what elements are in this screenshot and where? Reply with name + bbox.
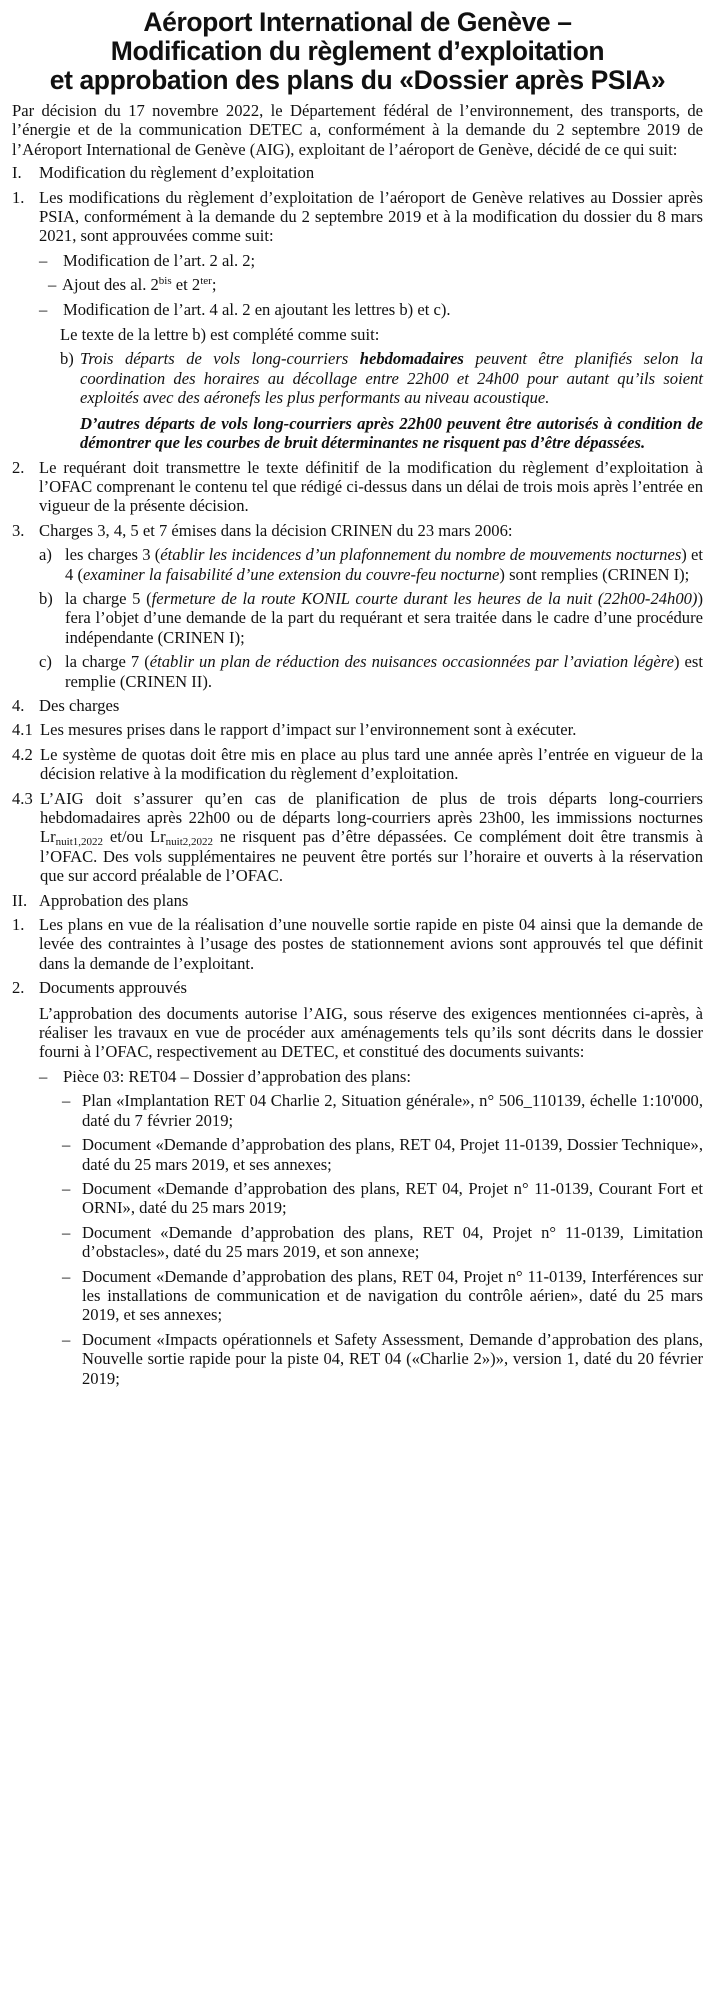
bold-paragraph: D’autres départs de vols long-courriers après 22h00 peuvent être autorisés à condition de démontrer que les courbes de bruit déterminantes ne risquent pas d’être dépassées. xyxy=(80,413,703,453)
intro-paragraph: Par décision du 17 novembre 2022, le Département fédéral de l’environnement, des transports, de l’énergie et de la communication DETEC a, conformément à la demande du 2 septembre 2019 de l’Aéroport International de Genève (AIG), exploitant de l’aéroport de Genève, décidé de ce qui suit: xyxy=(12,101,703,159)
section-number: II. xyxy=(12,890,28,910)
s1-item-4-3 xyxy=(12,789,703,886)
charge-label: a) xyxy=(39,545,52,565)
document-item xyxy=(12,1223,703,1262)
section-2-heading xyxy=(12,891,703,910)
charge-a xyxy=(12,545,703,584)
dash-bullet: – xyxy=(62,1091,71,1111)
dash-bullet: – xyxy=(62,1329,71,1349)
dash-bullet: – xyxy=(62,1266,71,1286)
document-item xyxy=(12,1267,703,1325)
item-number: 4.1 xyxy=(12,720,33,740)
document-text: Document «Demande d’approbation des plans, RET 04, Projet n° 11-0139, Limitation d’obstacles», daté du 25 mars 2019, et son annexe; xyxy=(82,1222,703,1262)
item-text: Charges 3, 4, 5 et 7 émises dans la décision CRINEN du 23 mars 2006: xyxy=(39,520,513,540)
dash-bullet: – xyxy=(48,275,57,295)
document-item xyxy=(12,1091,703,1130)
dash-bullet: – xyxy=(62,1178,71,1198)
dash-bullet: – xyxy=(39,1066,48,1086)
item-number: 2. xyxy=(12,978,25,998)
item-text: Le système de quotas doit être mis en place au plus tard une année après l’entrée en vigueur de la décision relative à la modification du règlement d’exploitation. xyxy=(40,744,703,784)
item-text: Des charges xyxy=(39,695,120,715)
page-title xyxy=(12,8,703,95)
document-text: Document «Demande d’approbation des plans, RET 04, Projet n° 11-0139, Courant Fort et ORNI», daté du 25 mars 2019; xyxy=(82,1178,703,1218)
s1-item-3 xyxy=(12,521,703,540)
document-text: Plan «Implantation RET 04 Charlie 2, Situation générale», n° 506_110139, échelle 1:10'000, daté du 7 février 2019; xyxy=(82,1091,703,1130)
dash-bullet: – xyxy=(62,1222,71,1242)
section-title: Approbation des plans xyxy=(39,890,189,910)
charge-label: b) xyxy=(39,588,53,608)
lettre-b xyxy=(12,349,703,407)
s2-item-2 xyxy=(12,978,703,997)
item-number: 3. xyxy=(12,520,25,540)
dash-bullet: – xyxy=(39,299,48,319)
item-text: L’AIG doit s’assurer qu’en cas de planification de plus de trois départs long-courriers hebdomadaires après 22h00 ou de départs long-courriers après 23h00, les immissions nocturnes $Lr_{nuit1,2022}$ et/ou $Lr_{nuit2,2022}$ ne risquent pas d’être dépassées. Ce complément doit être transmis à l’OFAC. Des vols supplémentaires ne peuvent être portés sur l’horaire et ouverts à la réservation que sur accord préalable de l’OFAC. xyxy=(40,788,703,886)
item-number: 4. xyxy=(12,695,25,715)
s1-item-2 xyxy=(12,458,703,516)
s2-item-1 xyxy=(12,915,703,973)
item-number: 4.3 xyxy=(12,788,33,808)
item-number: 4.2 xyxy=(12,744,33,764)
lettre-intro: Le texte de la lettre b) est complété comme suit: xyxy=(60,325,380,345)
item-text: Le requérant doit transmettre le texte définitif de la modification du règlement d’exploitation à l’OFAC comprenant le contenu tel que rédigé ci-dessus dans un délai de trois mois après l’entrée en vigueur de la présente décision. xyxy=(39,457,703,516)
item-text: Les modifications du règlement d’exploitation de l’aéroport de Genève relatives au Dossier après PSIA, conformément à la demande du 2 septembre 2019 et à la modification du dossier du 8 mars 2021, sont approuvées comme suit: xyxy=(39,187,703,246)
dash-text: Modification de l’art. 2 al. 2; xyxy=(63,250,256,270)
item-number: 2. xyxy=(12,457,25,477)
dash-item xyxy=(12,251,703,270)
dash-bullet: – xyxy=(62,1135,71,1155)
charge-b xyxy=(12,589,703,647)
s1-item-4-2 xyxy=(12,745,703,784)
document-item xyxy=(12,1330,703,1388)
document-item xyxy=(12,1135,703,1174)
charge-c xyxy=(12,652,703,691)
item-number: 1. xyxy=(12,915,25,935)
item-text: Les mesures prises dans le rapport d’impact sur l’environnement sont à exécuter. xyxy=(40,720,577,740)
title-line: et approbation des plans du «Dossier après PSIA» xyxy=(49,65,666,95)
document-text: Document «Impacts opérationnels et Safety Assessment, Demande d’approbation des plans, Nouvelle sortie rapide pour la piste 04, RET 04 («Charlie 2»)», version 1, daté du 20 février 2019; xyxy=(82,1329,703,1388)
charge-text: la charge 5 (fermeture de la route KONIL courte durant les heures de la nuit (22h00-24h00)) fera l’objet d’une demande de la part du requérant et sera traitée dans le cadre d’une procédure indépendante (CRINEN I); xyxy=(65,588,703,647)
piece-text: Pièce 03: RET04 – Dossier d’approbation des plans: xyxy=(63,1066,411,1086)
dash-text: Modification de l’art. 4 al. 2 en ajoutant les lettres b) et c). xyxy=(63,299,451,319)
charge-label: c) xyxy=(39,652,52,672)
dash-text: Ajout des al. $2^{bis}$ et $2^{ter}$; xyxy=(62,275,217,295)
dash-bullet: – xyxy=(39,250,48,270)
document-item xyxy=(12,1179,703,1218)
item-text: Les plans en vue de la réalisation d’une nouvelle sortie rapide en piste 04 ainsi que la demande de levée des contraintes à l’usage des postes de stationnement avions sont approuvés tel que définit dans la demande de l’exploitant. xyxy=(39,915,703,973)
document-text: Document «Demande d’approbation des plans, RET 04, Projet n° 11-0139, Interférences sur les installations de communication et de navigation du contrôle aérien», daté du 25 mars 2019, et ses annexes; xyxy=(82,1266,703,1325)
title-line: Modification du règlement d’exploitation xyxy=(110,36,605,66)
item-text: Documents approuvés xyxy=(39,978,187,998)
section-number: I. xyxy=(12,163,22,183)
lettre-label: b) xyxy=(60,349,74,369)
charge-text: la charge 7 (établir un plan de réduction des nuisances occasionnées par l’aviation légère) est remplie (CRINEN II). xyxy=(65,652,703,691)
s1-item-4-1 xyxy=(12,720,703,739)
documents-paragraph: L’approbation des documents autorise l’AIG, sous réserve des exigences mentionnées ci-après, à réaliser les travaux en vue de procéder aux aménagements tels qu’ils sont décrits dans le dossier fourni à l’OFAC, respectivement au DETEC, et constitué des documents suivants: xyxy=(39,1003,703,1062)
piece-item xyxy=(12,1067,703,1086)
dash-item xyxy=(12,275,703,294)
s1-item-4 xyxy=(12,696,703,715)
s1-item-1 xyxy=(12,188,703,246)
title-line: Aéroport International de Genève – xyxy=(143,7,572,37)
item-number: 1. xyxy=(12,187,25,207)
section-title: Modification du règlement d’exploitation xyxy=(39,163,315,183)
lettre-text: Trois départs de vols long-courriers hebdomadaires peuvent être planifiés selon la coordination des horaires au décollage entre 22h00 et 24h00 pour autant qu’ils soient exploités avec des aéronefs les plus performants au niveau acoustique. xyxy=(80,349,703,408)
charge-text: les charges 3 (établir les incidences d’un plafonnement du nombre de mouvements nocturnes) et 4 (examiner la faisabilité d’une extension du couvre-feu nocturne) sont remplies (CRINEN I); xyxy=(65,545,703,584)
section-1-heading xyxy=(12,163,703,182)
dash-item xyxy=(12,300,703,319)
document-text: Document «Demande d’approbation des plans, RET 04, Projet 11-0139, Dossier Technique», daté du 25 mars 2019, et ses annexes; xyxy=(82,1135,703,1174)
